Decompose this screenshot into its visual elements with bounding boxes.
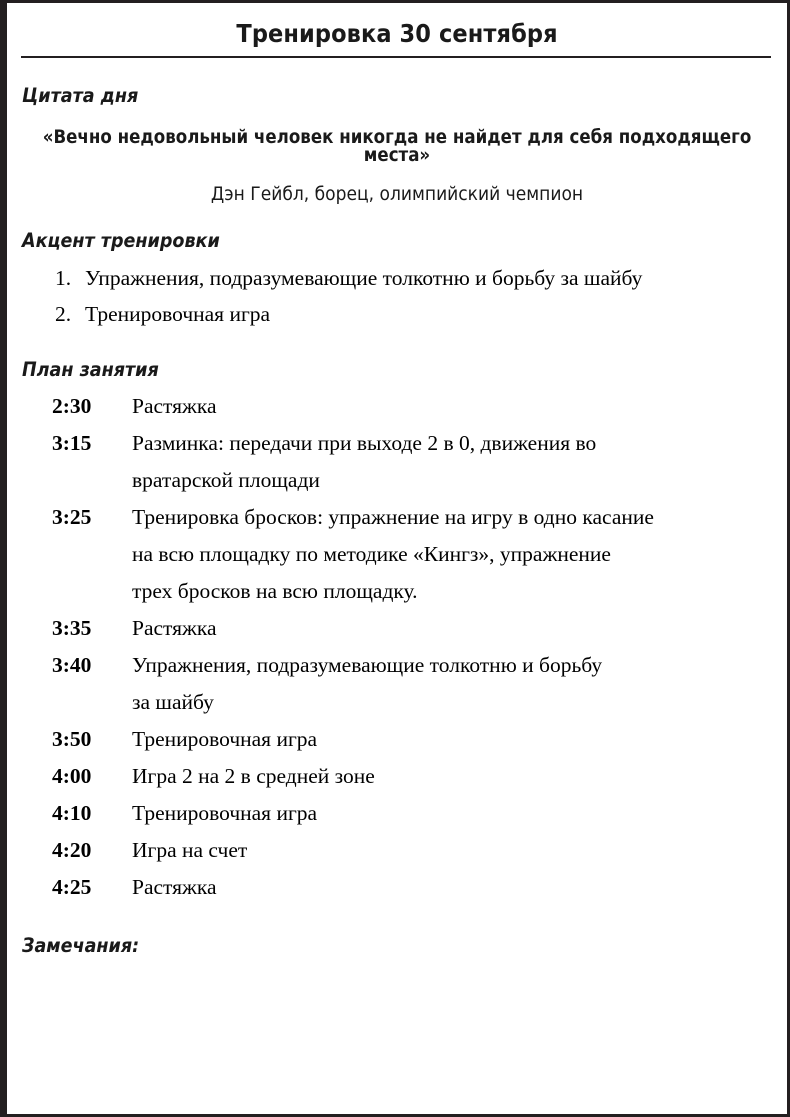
notes-blank-area: [7, 955, 787, 1117]
schedule-time: 2:30: [52, 393, 92, 418]
schedule-description: [132, 425, 787, 499]
schedule-time: 4:10: [52, 800, 92, 825]
schedule-row: [7, 832, 787, 869]
schedule-description-line: трех бросков на всю площадку.: [132, 578, 418, 603]
list-item-label: Тренировочная игра: [85, 302, 271, 326]
section-heading-plan: План занятия: [22, 358, 159, 381]
schedule-row: [7, 499, 787, 610]
list-item-number: 1.: [55, 266, 72, 290]
focus-list: [7, 260, 787, 332]
schedule-description: Растяжка: [132, 615, 217, 640]
schedule-description-line: Тренировка бросков: упражнение на игру в одно касание: [132, 504, 654, 529]
schedule-description: Игра 2 на 2 в средней зоне: [132, 763, 375, 788]
schedule-row: [7, 721, 787, 758]
schedule-row: [7, 758, 787, 795]
schedule-description: Растяжка: [132, 874, 217, 899]
schedule-row: [7, 425, 787, 499]
schedule-description: Растяжка: [132, 393, 217, 418]
schedule-description: [132, 499, 787, 610]
schedule-description-line: Разминка: передачи при выходе 2 в 0, движения во: [132, 430, 597, 455]
schedule-description-line: на всю площадку по методике «Кингз», упражнение: [132, 541, 611, 566]
schedule-description-line: Упражнения, подразумевающие толкотню и борьбу: [132, 652, 603, 677]
schedule-time: 3:15: [52, 430, 92, 455]
section-heading-focus: Акцент тренировки: [22, 228, 220, 252]
quote-text: «Вечно недовольный человек никогда не найдет для себя подходящего места»: [42, 126, 752, 166]
section-heading-notes: Замечания:: [22, 933, 140, 957]
list-item-label: Упражнения, подразумевающие толкотню и борьбу за шайбу: [85, 266, 643, 290]
list-item: [7, 296, 787, 332]
schedule-time: 3:40: [52, 652, 92, 677]
schedule-description: [132, 647, 787, 721]
schedule-description: Игра на счет: [132, 837, 248, 862]
section-heading-quote: Цитата дня: [22, 84, 139, 107]
schedule-row: [7, 869, 787, 906]
schedule-time: 3:25: [52, 504, 92, 529]
schedule-time: 4:25: [52, 874, 92, 899]
title-divider: [21, 56, 771, 58]
list-item-number: 2.: [55, 302, 72, 326]
schedule-row: [7, 795, 787, 832]
schedule-description-line: за шайбу: [132, 689, 214, 714]
page-title: Тренировка 30 сентября: [236, 19, 558, 48]
schedule-row: [7, 388, 787, 425]
schedule-time: 4:20: [52, 837, 92, 862]
schedule-row: [7, 647, 787, 721]
page-content: [7, 3, 787, 1114]
quote-author: Дэн Гейбл, борец, олимпийский чемпион: [210, 182, 584, 205]
schedule-time: 3:50: [52, 726, 92, 751]
schedule-description-line: вратарской площади: [132, 467, 320, 492]
schedule-row: [7, 610, 787, 647]
list-item: [7, 260, 787, 296]
schedule-description: Тренировочная игра: [132, 800, 318, 825]
schedule-description: Тренировочная игра: [132, 726, 318, 751]
schedule-time: 3:35: [52, 615, 92, 640]
schedule-time: 4:00: [52, 763, 92, 788]
schedule-list: [7, 388, 787, 906]
